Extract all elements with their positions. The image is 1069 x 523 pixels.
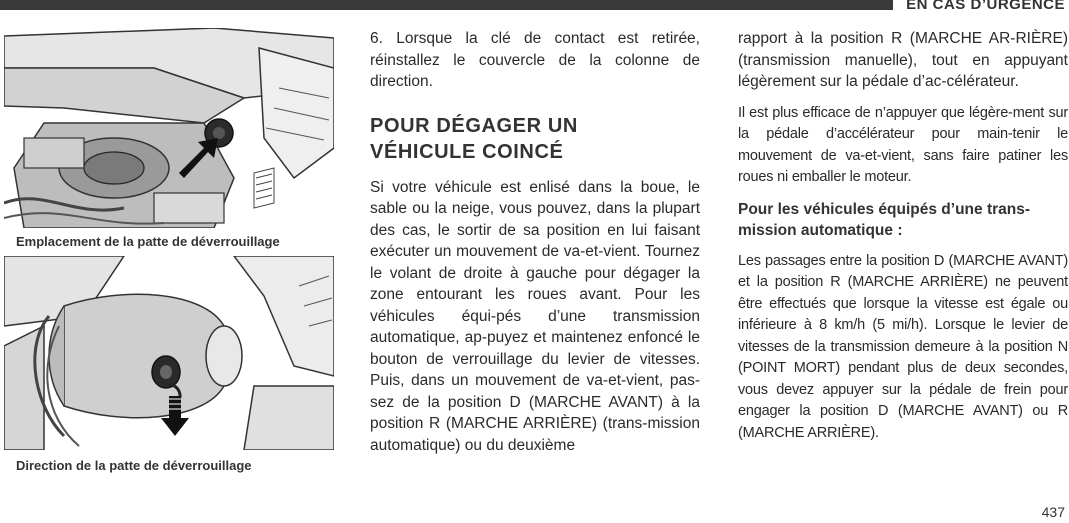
steering-column-illustration bbox=[4, 28, 334, 228]
paragraph-rocking-vehicle: Si votre véhicule est enlisé dans la boue, le sable ou la neige, vous pouvez, dans la plupart des cas, le sortir de sa position en lui faisant exécuter un mouvement de va-et-vient. Tournez le volant de droite à gauche pour dégager la zone entourant les roues avant. Pour les véhicules équi-pés d’une transmission automatique, ap-puyez et maintenez enfoncé le bouton de verrouillage du levier de vitesses. Puis, dans un mouvement de va-et-vient, pas-sez de la position D (MARCHE AVANT) à la position R (MARCHE ARRIÈRE) (trans-mission automatique) ou du deuxième bbox=[370, 178, 700, 454]
paragraph-step-6: 6. Lorsque la clé de contact est retirée, réinstallez le couvercle de la colonne de direction. bbox=[370, 30, 700, 90]
figure-caption-direction: Direction de la patte de déverrouillage bbox=[16, 458, 252, 473]
paragraph-shift-conditions: Les passages entre la position D (MARCHE AVANT) et la position R (MARCHE ARRIÈRE) ne peuvent être effectués que lorsque la vitesse est égale ou inférieure à 8 km/h (5 mi/h). Lorsque le levier de vitesses de la transmission demeure à la position N (POINT MORT) pendant plus de deux secondes, vous devez appuyer sur la pédale de frein pour engager la position D (MARCHE AVANT) ou R (MARCHE ARRIÈRE). bbox=[738, 252, 1068, 441]
release-tab-illustration bbox=[4, 256, 334, 450]
section-title-line-1: POUR DÉGAGER UN bbox=[370, 114, 578, 137]
text-column-middle bbox=[370, 28, 700, 456]
text-column-right bbox=[738, 28, 1068, 444]
figure-release-tab-direction bbox=[4, 256, 334, 450]
section-header-title: EN CAS D’URGENCE bbox=[906, 0, 1065, 13]
figure-release-tab-location bbox=[4, 28, 334, 228]
section-title bbox=[370, 113, 700, 165]
section-title-line-2: VÉHICULE COINCÉ bbox=[370, 140, 564, 163]
figure-caption-location: Emplacement de la patte de déverrouillage bbox=[16, 234, 280, 249]
page-number: 437 bbox=[1041, 504, 1065, 520]
subheading-automatic-transmission: Pour les véhicules équipés d’une trans-mission automatique : bbox=[738, 200, 1031, 239]
header-bar bbox=[0, 0, 893, 10]
paragraph-light-pressure: Il est plus efficace de n’appuyer que légère-ment sur la pédale d’accélérateur pour main-tenir le mouvement de va-et-vient, sans faire patiner les roues ni emballer le moteur. bbox=[738, 104, 1068, 185]
paragraph-continuation: rapport à la position R (MARCHE AR-RIÈRE) (transmission manuelle), tout en appuyant légèrement sur la pédale d’ac-célérateur. bbox=[738, 30, 1068, 90]
